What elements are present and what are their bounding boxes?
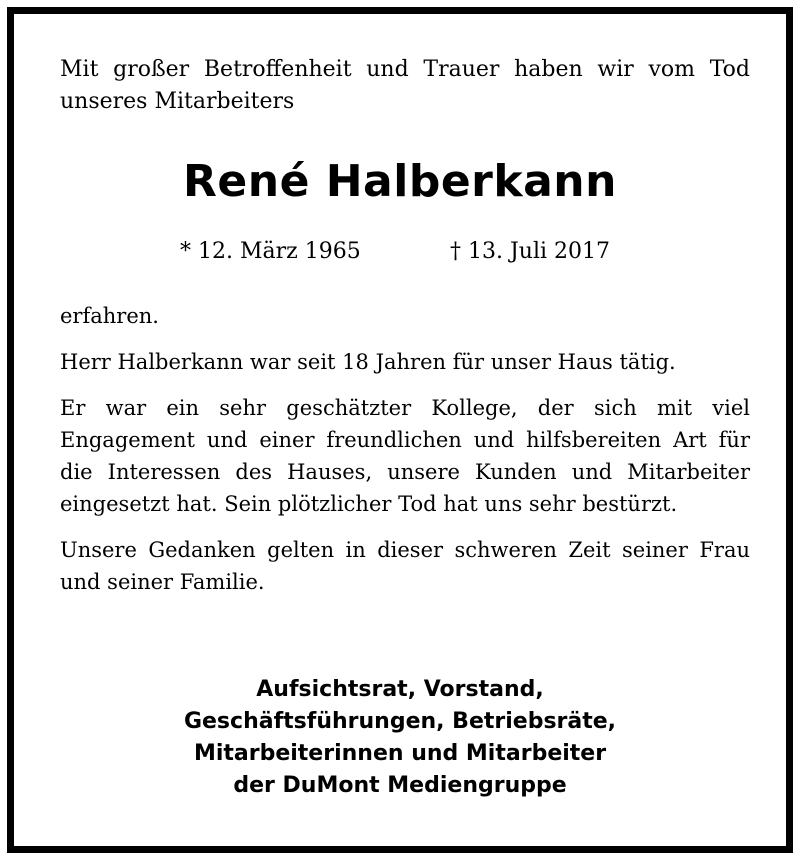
signature-line: Mitarbeiterinnen und Mitarbeiter [193,741,607,766]
paragraph: Er war ein sehr geschätzter Kollege, der sich mit viel Engagement und einer freundlichen und hilfsbereiten Art für die Interessen des Hauses, unsere Kunden und Mitarbeiter eingesetzt hat. Sein plötzlicher Tod hat uns sehr bestürzt. [60,396,750,516]
signature-block [14,674,786,802]
body-text [60,300,750,612]
deceased-name: René Halberkann [183,156,617,207]
intro-text: Mit großer Betroffenheit und Trauer haben wir vom Tod unseres Mitarbeiters [60,57,750,114]
paragraph: erfahren. [60,304,159,328]
paragraph: Herr Halberkann war seit 18 Jahren für unser Haus tätig. [60,350,676,374]
obituary-notice [7,7,793,853]
death-date: † 13. Juli 2017 [450,239,611,264]
paragraph: Unsere Gedanken gelten in dieser schweren Zeit seiner Frau und seiner Familie. [60,538,750,594]
signature-line: Geschäftsführungen, Betriebsräte, [183,709,617,734]
birth-date: * 12. März 1965 [180,239,361,264]
signature-line: Aufsichtsrat, Vorstand, [256,677,544,702]
signature-line: der DuMont Mediengruppe [233,773,567,798]
